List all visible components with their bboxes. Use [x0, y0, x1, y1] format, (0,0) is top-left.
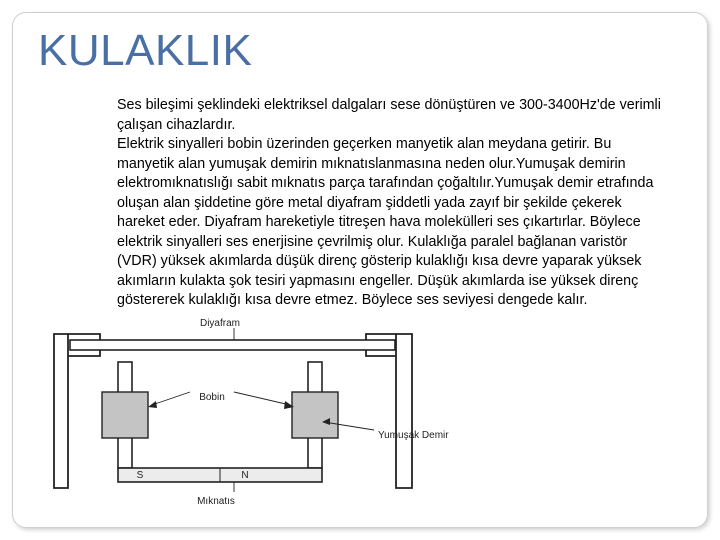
label-magnet: Mıknatıs — [197, 496, 235, 507]
coil-leader-left — [152, 392, 190, 405]
coil-arrow-left — [148, 401, 157, 408]
housing-left-lip — [68, 334, 100, 340]
label-soft-iron: Yumuşak Demir — [378, 430, 449, 441]
housing-right-lip-lower — [366, 350, 396, 356]
slide-body — [42, 96, 662, 311]
label-north-pole: N — [241, 470, 249, 481]
headphone-diagram — [40, 312, 470, 522]
housing-left-wall — [54, 334, 68, 488]
label-diaphragm: Diyafram — [199, 318, 241, 329]
paragraph-operation: Elektrik sinyalleri bobin üzerinden geçerken manyetik alan meydana getirir. Bu manyetik alan yumuşak demirin mıknatıslanmasına neden olur.Yumuşak demirin elektromıknatıslığı sabit mıknatıs parça tarafından çoğaltılır.Yumuşak demir etrafında oluşan alan şiddetine göre metal diyafram şiddetli yada zayıf bir şekilde çekerek hareket eder. Diyafram hareketiyle titreşen hava molekülleri ses çıkartırlar. Böylece elektrik sinyalleri ses enerjisine çevrilmiş olur. Kulaklığa paralel bağlanan varistör (VDR) yüksek akımlarda düşük direnç gösterip kulaklığı kısa devre yaparak yüksek akımların kulakta şok tesiri yapmasını engeller. Düşük akımlarda ise yüksek direnç göstererek kulaklığı kısa devre etmez. Böylece ses seviyesi dengede kalır. — [117, 136, 654, 308]
coil-left — [102, 392, 148, 438]
coil-right — [292, 392, 338, 438]
diaphragm-plate — [70, 340, 395, 350]
housing-right-wall — [396, 334, 412, 488]
label-coil: Bobin — [199, 392, 225, 403]
diagram-svg — [40, 312, 470, 522]
paragraph-intro: Ses bileşimi şeklindeki elektriksel dalgaları sese dönüştüren ve 300-3400Hz'de verimli çalışan cihazlardır. — [117, 97, 661, 133]
label-south-pole: S — [136, 470, 144, 481]
housing-right-lip — [366, 334, 396, 340]
slide-title: KULAKLIK — [38, 26, 253, 75]
coil-leader-right — [234, 392, 290, 405]
housing-left-lip-lower — [68, 350, 100, 356]
